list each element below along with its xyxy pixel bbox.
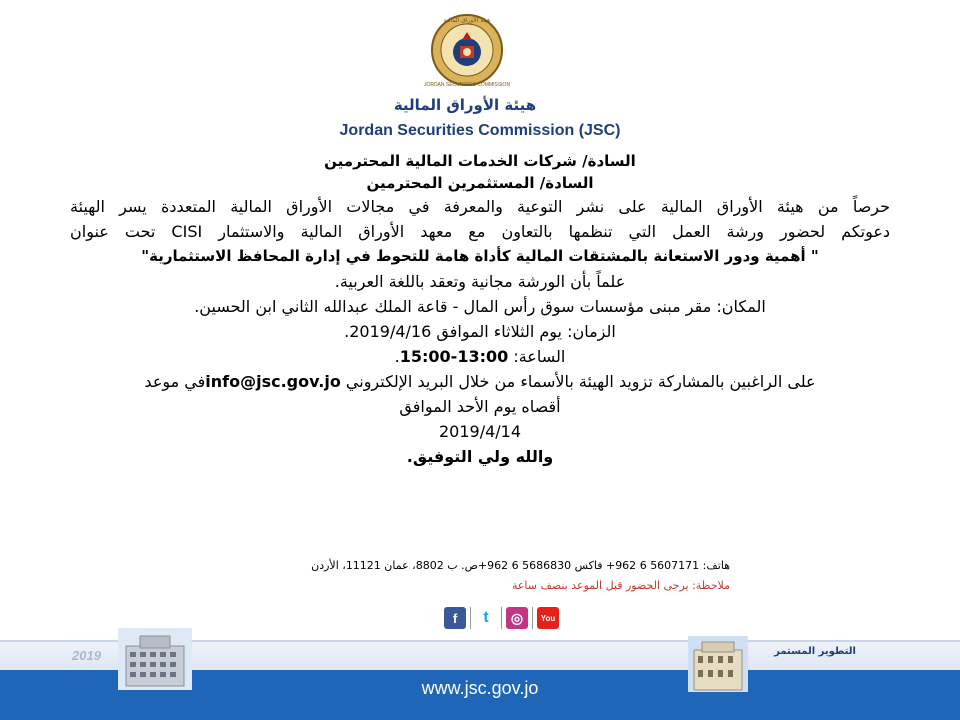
registration-line-2: أقصاه يوم الأحد الموافق <box>399 397 561 416</box>
greeting-investors: السادة/ المستثمرين المحترمين <box>366 174 594 192</box>
invitation-letter <box>70 150 890 469</box>
building-image-right <box>688 636 748 692</box>
registration-line-1 <box>70 369 890 394</box>
time-label: الساعة: <box>508 347 566 366</box>
free-note: علماً بأن الورشة مجانية وتعقد باللغة العربية. <box>334 272 626 291</box>
venue: المكان: مقر مبنى مؤسسات سوق رأس المال - قاعة الملك عبدالله الثاني ابن الحسين. <box>194 297 766 316</box>
org-name-ar: هيئة الأوراق المالية <box>393 96 537 114</box>
logo-text: JORDAN SECURITIES COMMISSION <box>423 82 511 88</box>
time-line: الساعة: 15:00-13:00. <box>394 347 566 366</box>
divider <box>532 607 533 629</box>
social-links <box>444 606 559 630</box>
divider <box>470 607 471 629</box>
org-name-en: Jordan Securities Commission (JSC) <box>339 122 621 139</box>
registration-email[interactable]: info@jsc.gov.jo <box>205 372 341 391</box>
jsc-logo <box>423 12 511 92</box>
registration-date: 2019/4/14 <box>438 422 522 441</box>
closing: والله ولي التوفيق. <box>406 447 554 466</box>
tagline: التطوير المستمر <box>774 646 856 657</box>
logo-text-ar: هيئة الأوراق المالية <box>443 17 491 24</box>
date-value: 2019/4/16 <box>349 322 432 341</box>
greeting-companies: السادة/ شركات الخدمات المالية المحترمين <box>324 152 636 170</box>
divider <box>501 607 502 629</box>
building-image-left <box>118 628 192 690</box>
date-line: الزمان: يوم الثلاثاء الموافق 2019/4/16. <box>344 322 616 341</box>
contact-line: هاتف: 5607171 6 962+ فاكس 5686830 6 962+ص. ب 8802، عمان 11121، الأردن <box>311 559 730 572</box>
intro-line-1: حرصاً من هيئة الأوراق المالية على نشر التوعية والمعرفة في مجالات الأوراق المالية المتعددة يسر الهيئة <box>70 197 890 216</box>
registration-deadline-prefix: في موعد <box>144 372 206 391</box>
youtube-icon[interactable]: You <box>537 607 559 629</box>
contact-info <box>200 556 730 596</box>
facebook-icon[interactable]: f <box>444 607 466 629</box>
workshop-title: " أهمية ودور الاستعانة بالمشتقات المالية كأداة هامة للتحوط في إدارة المحافظ الاستثمارية" <box>141 247 819 265</box>
time-value: 15:00-13:00 <box>399 347 509 366</box>
intro-line-2: دعوتكم لحضور ورشة العمل التي تنظمها بالتعاون مع معهد الأوراق المالية والاستثمار CISI تحت عنوان <box>70 222 890 241</box>
instagram-icon[interactable]: ◎ <box>506 607 528 629</box>
twitter-icon[interactable]: t <box>475 607 497 629</box>
registration-text: على الراغبين بالمشاركة تزويد الهيئة بالأسماء من خلال البريد الإلكتروني <box>340 372 816 391</box>
website-link[interactable]: www.jsc.gov.jo <box>421 678 539 698</box>
year-label: 2019 <box>72 648 101 663</box>
attendance-note: ملاحظة: يرجى الحضور قبل الموعد بنصف ساعة <box>511 579 730 592</box>
date-label: الزمان: يوم الثلاثاء الموافق <box>431 322 616 341</box>
